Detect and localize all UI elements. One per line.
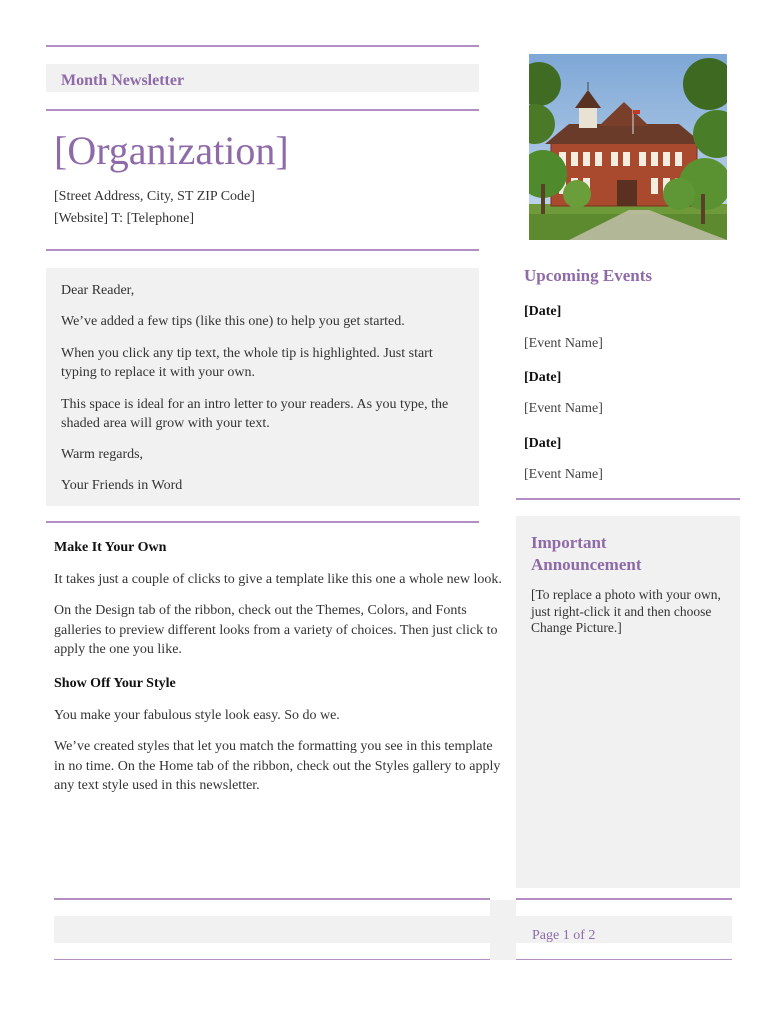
footer-rule-top-right [516, 898, 732, 900]
footer-rule-bottom-left [54, 959, 490, 960]
letter-paragraph[interactable]: This space is ideal for an intro letter to your readers. As you type, the shaded area will grow with your text. [61, 397, 449, 431]
event-name[interactable]: [Event Name] [524, 401, 603, 416]
page-number: Page 1 of 2 [532, 928, 596, 943]
header-rule [46, 109, 479, 111]
top-rule [46, 45, 479, 47]
letter-paragraph[interactable]: We’ve added a few tips (like this one) to help you get started. [61, 314, 405, 329]
event-date[interactable]: [Date] [524, 304, 562, 319]
article-paragraph[interactable]: We’ve created styles that let you match the formatting you see in this template in no time. On the Home tab of the ribbon, check out the Styles gallery to apply any text style used in this newsletter. [54, 739, 501, 793]
letter-signature[interactable]: Your Friends in Word [61, 478, 183, 493]
announcement-heading[interactable]: Important Announcement [531, 533, 642, 574]
event-date[interactable]: [Date] [524, 370, 562, 385]
events-rule [516, 498, 740, 500]
footer-rule-top-left [54, 898, 490, 900]
article-paragraph[interactable]: It takes just a couple of clicks to give a template like this one a whole new look. [54, 572, 502, 587]
event-date[interactable]: [Date] [524, 436, 562, 451]
organization-address[interactable]: [Street Address, City, ST ZIP Code] [54, 189, 255, 204]
letter-closing[interactable]: Warm regards, [61, 447, 144, 462]
footer-rule-bottom-right [516, 959, 732, 960]
footer-gutter [490, 900, 516, 960]
intro-letter-box [46, 268, 479, 506]
footer-band [54, 916, 490, 943]
event-name[interactable]: [Event Name] [524, 467, 603, 482]
letter-paragraph[interactable]: When you click any tip text, the whole tip is highlighted. Just start typing to replace it with your own. [61, 346, 433, 380]
issue-title[interactable]: Month Newsletter [61, 72, 185, 89]
article-paragraph[interactable]: You make your fabulous style look easy. So do we. [54, 708, 340, 723]
letter-rule [46, 521, 479, 523]
announcement-body[interactable]: [To replace a photo with your own, just right-click it and then choose Change Picture.] [531, 587, 721, 635]
schoolhouse-photo[interactable] [529, 54, 727, 240]
organization-name[interactable]: [Organization] [54, 128, 289, 173]
letter-greeting[interactable]: Dear Reader, [61, 283, 135, 298]
article-paragraph[interactable]: On the Design tab of the ribbon, check out the Themes, Colors, and Fonts galleries to preview different looks from a variety of choices. Then just click to apply the one you like. [54, 603, 498, 657]
article-heading[interactable]: Make It Your Own [54, 540, 167, 555]
events-heading[interactable]: Upcoming Events [524, 266, 652, 285]
article-heading[interactable]: Show Off Your Style [54, 676, 176, 691]
organization-contact[interactable]: [Website] T: [Telephone] [54, 211, 194, 226]
event-name[interactable]: [Event Name] [524, 336, 603, 351]
org-rule [46, 249, 479, 251]
